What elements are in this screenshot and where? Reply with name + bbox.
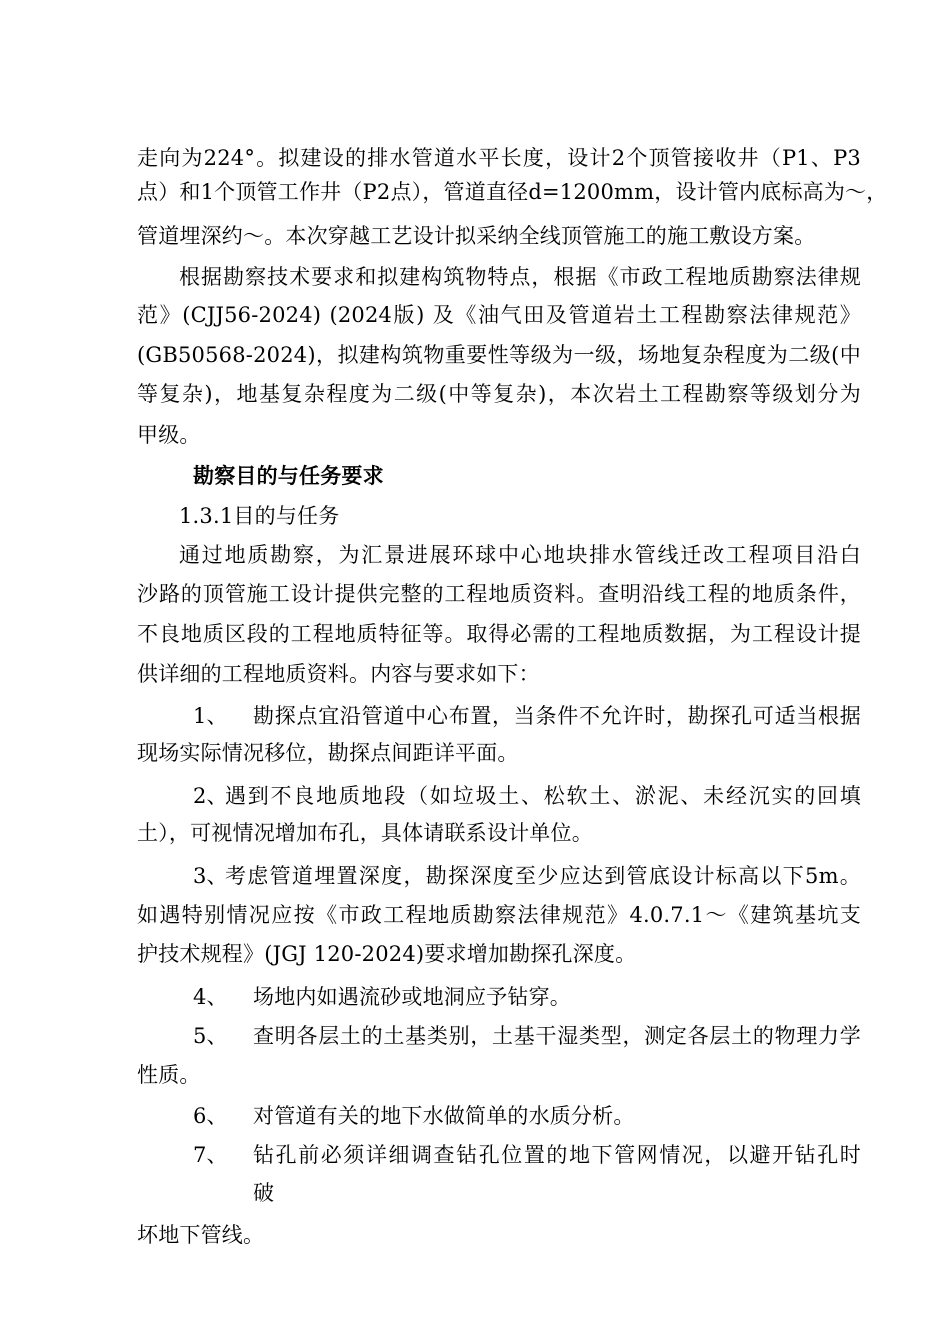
list-item-text: 考虑管道埋置深度，勘探深度至少应达到管底设计标高以下5m。 (225, 864, 861, 888)
list-item-number: 7、 (193, 1143, 228, 1167)
list-item-text: 护技术规程》(JGJ 120-2024)要求增加勘探孔深度。 (137, 942, 637, 966)
list-item-number: 2、 (193, 784, 228, 808)
list-item-number: 6、 (193, 1104, 228, 1128)
list-item-text: 现场实际情况移位，勘探点间距详平面。 (137, 741, 519, 765)
paragraph-line: 根据勘察技术要求和拟建构筑物特点，根据《市政工程地质勘察法律规 (179, 265, 861, 289)
paragraph-line: 通过地质勘察，为汇景进展环球中心地块排水管线迁改工程项目沿白 (179, 543, 861, 567)
list-item-text: 钻孔前必须详细调查钻孔位置的地下管网情况，以避开钻孔时 (253, 1143, 861, 1167)
paragraph-line: 点）和1个顶管工作井（P2点），管道直径d=1200mm，设计管内底标高为～， (137, 180, 888, 204)
list-item-text: 对管道有关的地下水做简单的水质分析。 (253, 1104, 635, 1128)
list-item-number: 5、 (193, 1024, 228, 1048)
section-heading: 勘察目的与任务要求 (193, 464, 384, 488)
list-item-text: 查明各层土的土基类别，土基干湿类型，测定各层土的物理力学 (253, 1024, 861, 1048)
list-item-text: 如遇特别情况应按《市政工程地质勘察法律规范》4.0.7.1～《建筑基坑支 (137, 903, 861, 927)
paragraph-line: 供详细的工程地质资料。内容与要求如下： (137, 662, 540, 686)
paragraph-line: 走向为224°。拟建设的排水管道水平长度，设计2个顶管接收井（P1、P3 (137, 146, 861, 170)
paragraph-line: 范》(CJJ56-2024) (2024版) 及《油气田及管道岩土工程勘察法律规范》 (137, 303, 861, 327)
paragraph-line: 等复杂)，地基复杂程度为二级(中等复杂)，本次岩土工程勘察等级划分为 (137, 382, 861, 406)
paragraph-line: (GB50568-2024)，拟建构筑物重要性等级为一级，场地复杂程度为二级(中 (137, 343, 861, 367)
list-item-text: 遇到不良地质地段（如垃圾土、松软土、淤泥、未经沉实的回填 (225, 784, 861, 808)
list-item-number: 4、 (193, 985, 228, 1009)
list-item-text: 场地内如遇流砂或地洞应予钻穿。 (253, 985, 571, 1009)
list-item-text: 性质。 (137, 1063, 201, 1087)
paragraph-line: 管道埋深约～。本次穿越工艺设计拟采纳全线顶管施工的施工敷设方案。 (137, 224, 816, 248)
paragraph-line: 沙路的顶管施工设计提供完整的工程地质资料。查明沿线工程的地质条件， (137, 582, 861, 606)
list-item-text: 勘探点宜沿管道中心布置，当条件不允许时，勘探孔可适当根据 (253, 704, 861, 728)
paragraph-line: 不良地质区段的工程地质特征等。取得必需的工程地质数据，为工程设计提 (137, 622, 861, 646)
list-item-text: 破 (253, 1181, 275, 1205)
list-item-text: 坏地下管线。 (137, 1223, 265, 1247)
list-item-text: 土），可视情况增加布孔，具体请联系设计单位。 (137, 821, 593, 845)
list-item-number: 1、 (193, 704, 228, 728)
subsection-heading: 1.3.1目的与任务 (179, 504, 340, 528)
list-item-number: 3、 (193, 864, 228, 888)
paragraph-line: 甲级。 (137, 423, 201, 447)
